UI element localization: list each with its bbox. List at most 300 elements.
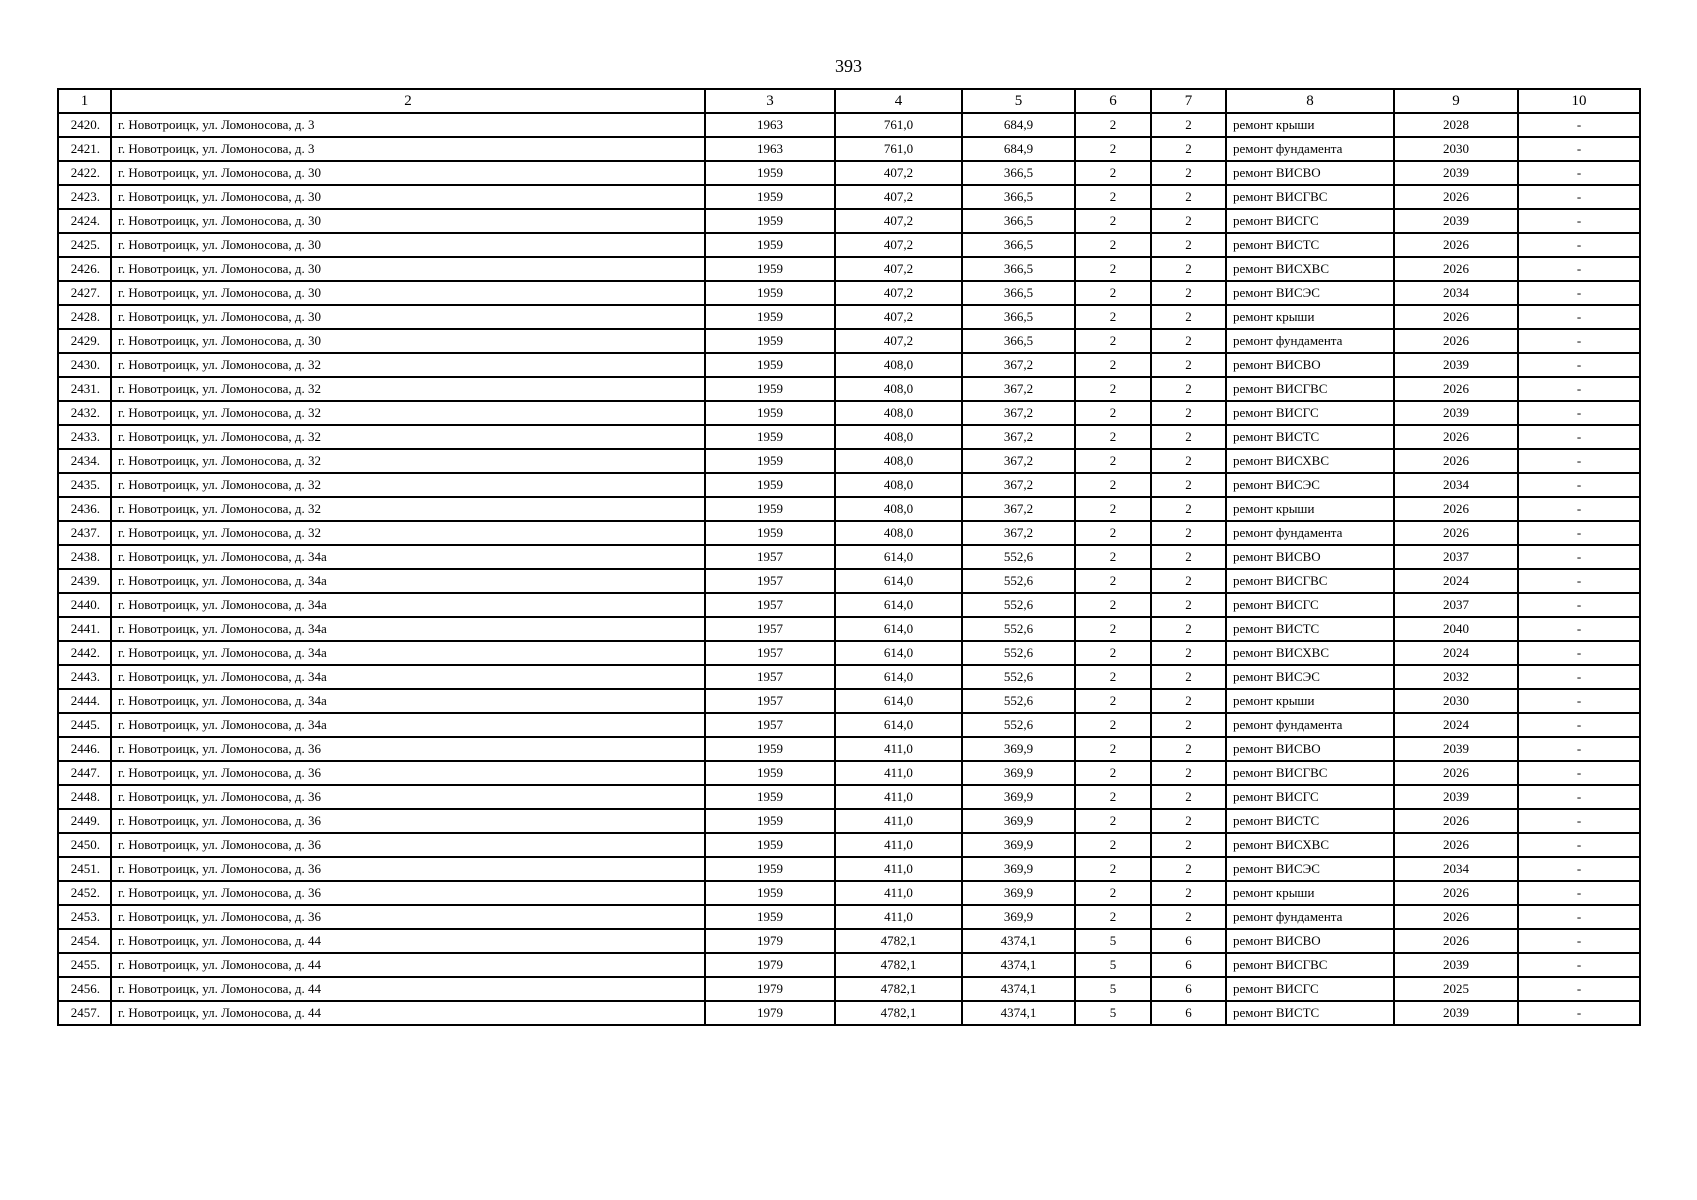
note-cell: - (1518, 905, 1640, 929)
row-number: 2425. (58, 233, 111, 257)
living-area-cell: 552,6 (962, 641, 1075, 665)
row-number: 2452. (58, 881, 111, 905)
table-row (58, 809, 1640, 833)
floors-cell: 2 (1075, 185, 1151, 209)
year-cell: 1959 (705, 353, 835, 377)
table-row (58, 113, 1640, 137)
address-cell: г. Новотроицк, ул. Ломоносова, д. 32 (111, 497, 705, 521)
entrances-cell: 2 (1151, 209, 1226, 233)
living-area-cell: 367,2 (962, 521, 1075, 545)
row-number: 2457. (58, 1001, 111, 1025)
year-cell: 1979 (705, 953, 835, 977)
plan-year-cell: 2026 (1394, 521, 1518, 545)
work-type-cell: ремонт ВИСГВС (1226, 953, 1394, 977)
total-area-cell: 408,0 (835, 425, 962, 449)
floors-cell: 2 (1075, 665, 1151, 689)
entrances-cell: 2 (1151, 617, 1226, 641)
year-cell: 1959 (705, 905, 835, 929)
data-table (57, 88, 1641, 1026)
table-row (58, 905, 1640, 929)
plan-year-cell: 2026 (1394, 233, 1518, 257)
living-area-cell: 369,9 (962, 809, 1075, 833)
floors-cell: 2 (1075, 209, 1151, 233)
column-header: 9 (1394, 89, 1518, 113)
row-number: 2431. (58, 377, 111, 401)
address-cell: г. Новотроицк, ул. Ломоносова, д. 30 (111, 161, 705, 185)
table-header-row (58, 89, 1640, 113)
address-cell: г. Новотроицк, ул. Ломоносова, д. 36 (111, 857, 705, 881)
year-cell: 1963 (705, 113, 835, 137)
address-cell: г. Новотроицк, ул. Ломоносова, д. 30 (111, 233, 705, 257)
address-cell: г. Новотроицк, ул. Ломоносова, д. 3 (111, 113, 705, 137)
floors-cell: 2 (1075, 497, 1151, 521)
total-area-cell: 411,0 (835, 857, 962, 881)
column-header: 5 (962, 89, 1075, 113)
table-row (58, 305, 1640, 329)
entrances-cell: 2 (1151, 137, 1226, 161)
table-row (58, 521, 1640, 545)
plan-year-cell: 2026 (1394, 497, 1518, 521)
year-cell: 1959 (705, 257, 835, 281)
year-cell: 1957 (705, 665, 835, 689)
table-row (58, 857, 1640, 881)
floors-cell: 2 (1075, 257, 1151, 281)
living-area-cell: 369,9 (962, 857, 1075, 881)
floors-cell: 5 (1075, 1001, 1151, 1025)
living-area-cell: 366,5 (962, 305, 1075, 329)
plan-year-cell: 2028 (1394, 113, 1518, 137)
plan-year-cell: 2024 (1394, 641, 1518, 665)
total-area-cell: 614,0 (835, 545, 962, 569)
work-type-cell: ремонт крыши (1226, 881, 1394, 905)
living-area-cell: 367,2 (962, 401, 1075, 425)
floors-cell: 2 (1075, 377, 1151, 401)
living-area-cell: 369,9 (962, 737, 1075, 761)
floors-cell: 2 (1075, 809, 1151, 833)
plan-year-cell: 2026 (1394, 881, 1518, 905)
entrances-cell: 6 (1151, 1001, 1226, 1025)
address-cell: г. Новотроицк, ул. Ломоносова, д. 36 (111, 833, 705, 857)
note-cell: - (1518, 329, 1640, 353)
table-row (58, 881, 1640, 905)
floors-cell: 2 (1075, 689, 1151, 713)
work-type-cell: ремонт ВИСВО (1226, 161, 1394, 185)
work-type-cell: ремонт ВИСХВС (1226, 833, 1394, 857)
living-area-cell: 367,2 (962, 449, 1075, 473)
year-cell: 1957 (705, 569, 835, 593)
floors-cell: 2 (1075, 425, 1151, 449)
living-area-cell: 369,9 (962, 761, 1075, 785)
address-cell: г. Новотроицк, ул. Ломоносова, д. 36 (111, 809, 705, 833)
floors-cell: 2 (1075, 521, 1151, 545)
year-cell: 1959 (705, 833, 835, 857)
address-cell: г. Новотроицк, ул. Ломоносова, д. 32 (111, 449, 705, 473)
work-type-cell: ремонт ВИСГВС (1226, 377, 1394, 401)
year-cell: 1959 (705, 761, 835, 785)
note-cell: - (1518, 737, 1640, 761)
year-cell: 1959 (705, 785, 835, 809)
living-area-cell: 369,9 (962, 833, 1075, 857)
address-cell: г. Новотроицк, ул. Ломоносова, д. 34а (111, 569, 705, 593)
row-number: 2440. (58, 593, 111, 617)
living-area-cell: 4374,1 (962, 1001, 1075, 1025)
living-area-cell: 367,2 (962, 473, 1075, 497)
living-area-cell: 367,2 (962, 425, 1075, 449)
total-area-cell: 407,2 (835, 185, 962, 209)
work-type-cell: ремонт ВИСЭС (1226, 665, 1394, 689)
floors-cell: 2 (1075, 449, 1151, 473)
plan-year-cell: 2026 (1394, 305, 1518, 329)
entrances-cell: 2 (1151, 761, 1226, 785)
entrances-cell: 2 (1151, 161, 1226, 185)
table-row (58, 977, 1640, 1001)
entrances-cell: 2 (1151, 305, 1226, 329)
table-row (58, 833, 1640, 857)
total-area-cell: 4782,1 (835, 953, 962, 977)
table-row (58, 161, 1640, 185)
living-area-cell: 366,5 (962, 233, 1075, 257)
entrances-cell: 2 (1151, 353, 1226, 377)
work-type-cell: ремонт ВИСХВС (1226, 257, 1394, 281)
floors-cell: 2 (1075, 641, 1151, 665)
table-row (58, 617, 1640, 641)
address-cell: г. Новотроицк, ул. Ломоносова, д. 34а (111, 689, 705, 713)
plan-year-cell: 2034 (1394, 473, 1518, 497)
floors-cell: 2 (1075, 353, 1151, 377)
living-area-cell: 367,2 (962, 353, 1075, 377)
work-type-cell: ремонт ВИСТС (1226, 809, 1394, 833)
total-area-cell: 614,0 (835, 665, 962, 689)
year-cell: 1959 (705, 233, 835, 257)
table-row (58, 233, 1640, 257)
floors-cell: 2 (1075, 281, 1151, 305)
entrances-cell: 2 (1151, 905, 1226, 929)
address-cell: г. Новотроицк, ул. Ломоносова, д. 44 (111, 977, 705, 1001)
address-cell: г. Новотроицк, ул. Ломоносова, д. 30 (111, 185, 705, 209)
row-number: 2428. (58, 305, 111, 329)
year-cell: 1957 (705, 593, 835, 617)
address-cell: г. Новотроицк, ул. Ломоносова, д. 44 (111, 929, 705, 953)
floors-cell: 2 (1075, 401, 1151, 425)
entrances-cell: 2 (1151, 281, 1226, 305)
address-cell: г. Новотроицк, ул. Ломоносова, д. 44 (111, 953, 705, 977)
total-area-cell: 761,0 (835, 137, 962, 161)
row-number: 2432. (58, 401, 111, 425)
plan-year-cell: 2026 (1394, 425, 1518, 449)
work-type-cell: ремонт ВИСВО (1226, 545, 1394, 569)
year-cell: 1959 (705, 329, 835, 353)
column-header: 3 (705, 89, 835, 113)
work-type-cell: ремонт ВИСВО (1226, 737, 1394, 761)
row-number: 2445. (58, 713, 111, 737)
entrances-cell: 6 (1151, 929, 1226, 953)
address-cell: г. Новотроицк, ул. Ломоносова, д. 32 (111, 401, 705, 425)
entrances-cell: 2 (1151, 377, 1226, 401)
plan-year-cell: 2026 (1394, 257, 1518, 281)
row-number: 2438. (58, 545, 111, 569)
address-cell: г. Новотроицк, ул. Ломоносова, д. 3 (111, 137, 705, 161)
total-area-cell: 408,0 (835, 353, 962, 377)
total-area-cell: 4782,1 (835, 929, 962, 953)
total-area-cell: 408,0 (835, 449, 962, 473)
table-row (58, 929, 1640, 953)
note-cell: - (1518, 929, 1640, 953)
address-cell: г. Новотроицк, ул. Ломоносова, д. 30 (111, 305, 705, 329)
plan-year-cell: 2039 (1394, 1001, 1518, 1025)
floors-cell: 2 (1075, 233, 1151, 257)
table-row (58, 569, 1640, 593)
living-area-cell: 369,9 (962, 785, 1075, 809)
address-cell: г. Новотроицк, ул. Ломоносова, д. 34а (111, 641, 705, 665)
work-type-cell: ремонт ВИСЭС (1226, 857, 1394, 881)
row-number: 2434. (58, 449, 111, 473)
work-type-cell: ремонт фундамента (1226, 713, 1394, 737)
total-area-cell: 411,0 (835, 833, 962, 857)
entrances-cell: 2 (1151, 521, 1226, 545)
plan-year-cell: 2039 (1394, 161, 1518, 185)
entrances-cell: 2 (1151, 881, 1226, 905)
total-area-cell: 408,0 (835, 377, 962, 401)
table-row (58, 209, 1640, 233)
total-area-cell: 411,0 (835, 737, 962, 761)
floors-cell: 2 (1075, 593, 1151, 617)
plan-year-cell: 2026 (1394, 329, 1518, 353)
row-number: 2453. (58, 905, 111, 929)
work-type-cell: ремонт ВИСЭС (1226, 473, 1394, 497)
floors-cell: 2 (1075, 329, 1151, 353)
total-area-cell: 614,0 (835, 569, 962, 593)
work-type-cell: ремонт ВИСГС (1226, 209, 1394, 233)
work-type-cell: ремонт фундамента (1226, 905, 1394, 929)
floors-cell: 2 (1075, 833, 1151, 857)
work-type-cell: ремонт ВИСХВС (1226, 449, 1394, 473)
table-row (58, 353, 1640, 377)
note-cell: - (1518, 305, 1640, 329)
year-cell: 1959 (705, 425, 835, 449)
address-cell: г. Новотроицк, ул. Ломоносова, д. 34а (111, 593, 705, 617)
note-cell: - (1518, 377, 1640, 401)
note-cell: - (1518, 593, 1640, 617)
plan-year-cell: 2037 (1394, 593, 1518, 617)
entrances-cell: 6 (1151, 977, 1226, 1001)
entrances-cell: 2 (1151, 497, 1226, 521)
row-number: 2450. (58, 833, 111, 857)
row-number: 2442. (58, 641, 111, 665)
work-type-cell: ремонт ВИСГС (1226, 785, 1394, 809)
year-cell: 1959 (705, 809, 835, 833)
floors-cell: 2 (1075, 137, 1151, 161)
note-cell: - (1518, 1001, 1640, 1025)
row-number: 2444. (58, 689, 111, 713)
page-number: 393 (835, 56, 862, 76)
row-number: 2439. (58, 569, 111, 593)
total-area-cell: 614,0 (835, 641, 962, 665)
floors-cell: 2 (1075, 761, 1151, 785)
note-cell: - (1518, 545, 1640, 569)
note-cell: - (1518, 425, 1640, 449)
address-cell: г. Новотроицк, ул. Ломоносова, д. 34а (111, 617, 705, 641)
note-cell: - (1518, 473, 1640, 497)
note-cell: - (1518, 857, 1640, 881)
floors-cell: 5 (1075, 977, 1151, 1001)
work-type-cell: ремонт крыши (1226, 113, 1394, 137)
note-cell: - (1518, 617, 1640, 641)
total-area-cell: 407,2 (835, 329, 962, 353)
note-cell: - (1518, 353, 1640, 377)
column-header: 2 (111, 89, 705, 113)
entrances-cell: 2 (1151, 593, 1226, 617)
living-area-cell: 369,9 (962, 881, 1075, 905)
work-type-cell: ремонт крыши (1226, 497, 1394, 521)
table-row (58, 689, 1640, 713)
year-cell: 1979 (705, 977, 835, 1001)
address-cell: г. Новотроицк, ул. Ломоносова, д. 32 (111, 473, 705, 497)
note-cell: - (1518, 833, 1640, 857)
table-row (58, 377, 1640, 401)
floors-cell: 2 (1075, 713, 1151, 737)
entrances-cell: 2 (1151, 113, 1226, 137)
entrances-cell: 2 (1151, 713, 1226, 737)
living-area-cell: 4374,1 (962, 953, 1075, 977)
entrances-cell: 2 (1151, 185, 1226, 209)
table-row (58, 473, 1640, 497)
plan-year-cell: 2039 (1394, 209, 1518, 233)
work-type-cell: ремонт ВИСГС (1226, 401, 1394, 425)
year-cell: 1959 (705, 209, 835, 233)
living-area-cell: 367,2 (962, 377, 1075, 401)
total-area-cell: 761,0 (835, 113, 962, 137)
table-row (58, 425, 1640, 449)
work-type-cell: ремонт ВИСТС (1226, 233, 1394, 257)
row-number: 2435. (58, 473, 111, 497)
year-cell: 1963 (705, 137, 835, 161)
floors-cell: 5 (1075, 929, 1151, 953)
total-area-cell: 614,0 (835, 617, 962, 641)
floors-cell: 5 (1075, 953, 1151, 977)
address-cell: г. Новотроицк, ул. Ломоносова, д. 30 (111, 257, 705, 281)
entrances-cell: 2 (1151, 569, 1226, 593)
plan-year-cell: 2039 (1394, 737, 1518, 761)
note-cell: - (1518, 281, 1640, 305)
row-number: 2448. (58, 785, 111, 809)
note-cell: - (1518, 641, 1640, 665)
note-cell: - (1518, 689, 1640, 713)
total-area-cell: 614,0 (835, 713, 962, 737)
note-cell: - (1518, 761, 1640, 785)
table-row (58, 785, 1640, 809)
entrances-cell: 2 (1151, 425, 1226, 449)
note-cell: - (1518, 401, 1640, 425)
plan-year-cell: 2026 (1394, 833, 1518, 857)
address-cell: г. Новотроицк, ул. Ломоносова, д. 32 (111, 377, 705, 401)
floors-cell: 2 (1075, 113, 1151, 137)
total-area-cell: 407,2 (835, 161, 962, 185)
table-row (58, 401, 1640, 425)
work-type-cell: ремонт ВИСГС (1226, 593, 1394, 617)
living-area-cell: 4374,1 (962, 929, 1075, 953)
table-row (58, 449, 1640, 473)
note-cell: - (1518, 713, 1640, 737)
total-area-cell: 408,0 (835, 521, 962, 545)
total-area-cell: 407,2 (835, 209, 962, 233)
year-cell: 1957 (705, 689, 835, 713)
living-area-cell: 684,9 (962, 137, 1075, 161)
entrances-cell: 2 (1151, 473, 1226, 497)
floors-cell: 2 (1075, 737, 1151, 761)
row-number: 2433. (58, 425, 111, 449)
table-row (58, 185, 1640, 209)
note-cell: - (1518, 521, 1640, 545)
table-row (58, 665, 1640, 689)
address-cell: г. Новотроицк, ул. Ломоносова, д. 36 (111, 761, 705, 785)
total-area-cell: 411,0 (835, 761, 962, 785)
living-area-cell: 552,6 (962, 665, 1075, 689)
living-area-cell: 366,5 (962, 329, 1075, 353)
total-area-cell: 4782,1 (835, 977, 962, 1001)
note-cell: - (1518, 137, 1640, 161)
floors-cell: 2 (1075, 305, 1151, 329)
entrances-cell: 2 (1151, 257, 1226, 281)
living-area-cell: 366,5 (962, 281, 1075, 305)
living-area-cell: 367,2 (962, 497, 1075, 521)
entrances-cell: 2 (1151, 809, 1226, 833)
total-area-cell: 407,2 (835, 257, 962, 281)
plan-year-cell: 2026 (1394, 929, 1518, 953)
work-type-cell: ремонт ВИСЭС (1226, 281, 1394, 305)
entrances-cell: 2 (1151, 449, 1226, 473)
row-number: 2422. (58, 161, 111, 185)
row-number: 2436. (58, 497, 111, 521)
note-cell: - (1518, 209, 1640, 233)
total-area-cell: 4782,1 (835, 1001, 962, 1025)
address-cell: г. Новотроицк, ул. Ломоносова, д. 32 (111, 425, 705, 449)
year-cell: 1979 (705, 1001, 835, 1025)
plan-year-cell: 2026 (1394, 905, 1518, 929)
living-area-cell: 552,6 (962, 617, 1075, 641)
year-cell: 1959 (705, 497, 835, 521)
column-header: 8 (1226, 89, 1394, 113)
note-cell: - (1518, 953, 1640, 977)
table-row (58, 737, 1640, 761)
note-cell: - (1518, 161, 1640, 185)
living-area-cell: 366,5 (962, 209, 1075, 233)
note-cell: - (1518, 257, 1640, 281)
year-cell: 1959 (705, 377, 835, 401)
entrances-cell: 6 (1151, 953, 1226, 977)
note-cell: - (1518, 785, 1640, 809)
year-cell: 1959 (705, 185, 835, 209)
plan-year-cell: 2026 (1394, 449, 1518, 473)
year-cell: 1957 (705, 641, 835, 665)
work-type-cell: ремонт фундамента (1226, 329, 1394, 353)
plan-year-cell: 2024 (1394, 569, 1518, 593)
year-cell: 1959 (705, 401, 835, 425)
row-number: 2421. (58, 137, 111, 161)
work-type-cell: ремонт крыши (1226, 305, 1394, 329)
work-type-cell: ремонт ВИСГС (1226, 977, 1394, 1001)
floors-cell: 2 (1075, 905, 1151, 929)
floors-cell: 2 (1075, 617, 1151, 641)
entrances-cell: 2 (1151, 737, 1226, 761)
note-cell: - (1518, 881, 1640, 905)
row-number: 2430. (58, 353, 111, 377)
table-row (58, 593, 1640, 617)
row-number: 2456. (58, 977, 111, 1001)
row-number: 2427. (58, 281, 111, 305)
plan-year-cell: 2026 (1394, 185, 1518, 209)
row-number: 2423. (58, 185, 111, 209)
table-row (58, 713, 1640, 737)
